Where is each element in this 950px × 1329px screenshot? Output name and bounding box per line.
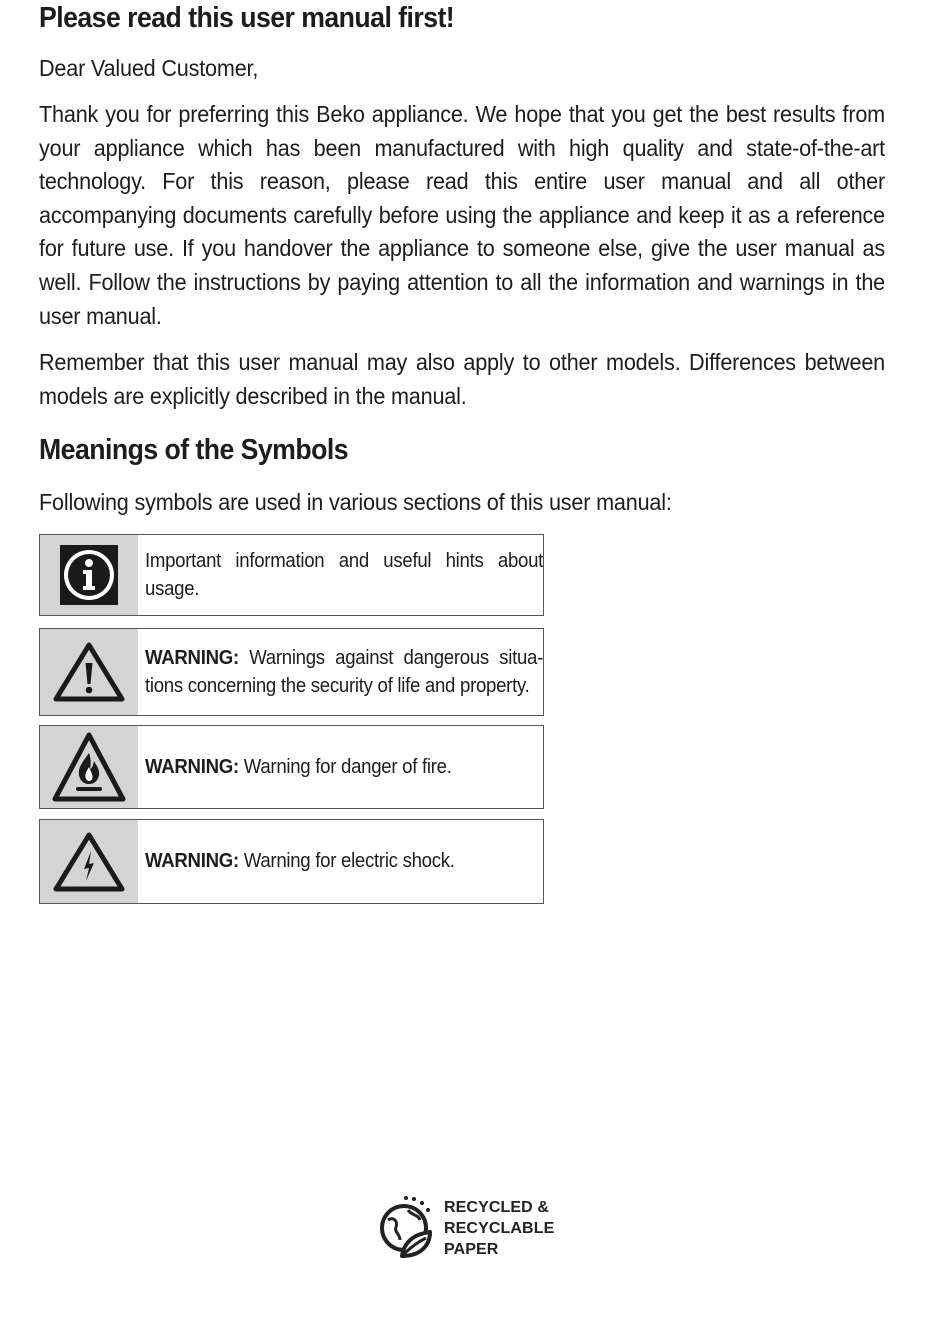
symbols-intro: Following symbols are used in various sections of this user manual: [39,489,672,515]
symbol-row-electric [39,819,544,904]
electric-shock-warning-icon [40,820,138,903]
logo-line-1: RECYCLED & [444,1199,550,1216]
warning-icon [40,629,138,715]
recycled-globe-leaf-icon [374,1194,436,1264]
intro-paragraph: Thank you for preferring this Beko appliance. We hope that you get the best results from your appliance which has been manufactured with high quality and state-of-the-art technology. For this reason, please read this entire user manual and all other accompanying documents carefully before using the appliance and keep it as a reference for future use. If you handover the appliance to someone else, give the user manual as well. Follow the instructions by paying attention to all the information and warnings in the user manual. [39,101,885,329]
symbol-electric-label: WARNING: [145,850,239,873]
symbol-row-warning [39,628,544,716]
symbols-heading: Meanings of the Symbols [39,434,348,466]
symbol-warning-label: WARNING: [145,646,239,669]
info-icon [40,535,138,615]
symbol-row-fire [39,725,544,809]
symbol-fire-label: WARNING: [145,755,239,778]
symbol-row-info [39,534,544,616]
symbol-warning-text: Warnings against dangerous situa-tions concerning the security of life and property. [145,646,544,697]
page-title: Please read this user manual first! [39,2,455,34]
models-note-paragraph: Remember that this user manual may also apply to other models. Differences between models are explicitly described in the manual. [39,349,885,409]
recycled-paper-logo [374,1191,564,1266]
symbol-fire-text: Warning for danger of fire. [243,755,452,778]
logo-line-2: RECYCLABLE [444,1220,555,1237]
fire-warning-icon [40,726,138,808]
symbol-electric-text: Warning for electric shock. [243,850,455,873]
symbol-info-text: Important information and useful hints about usage. [145,549,544,600]
logo-line-3: PAPER [444,1241,499,1258]
greeting: Dear Valued Customer, [39,55,259,81]
